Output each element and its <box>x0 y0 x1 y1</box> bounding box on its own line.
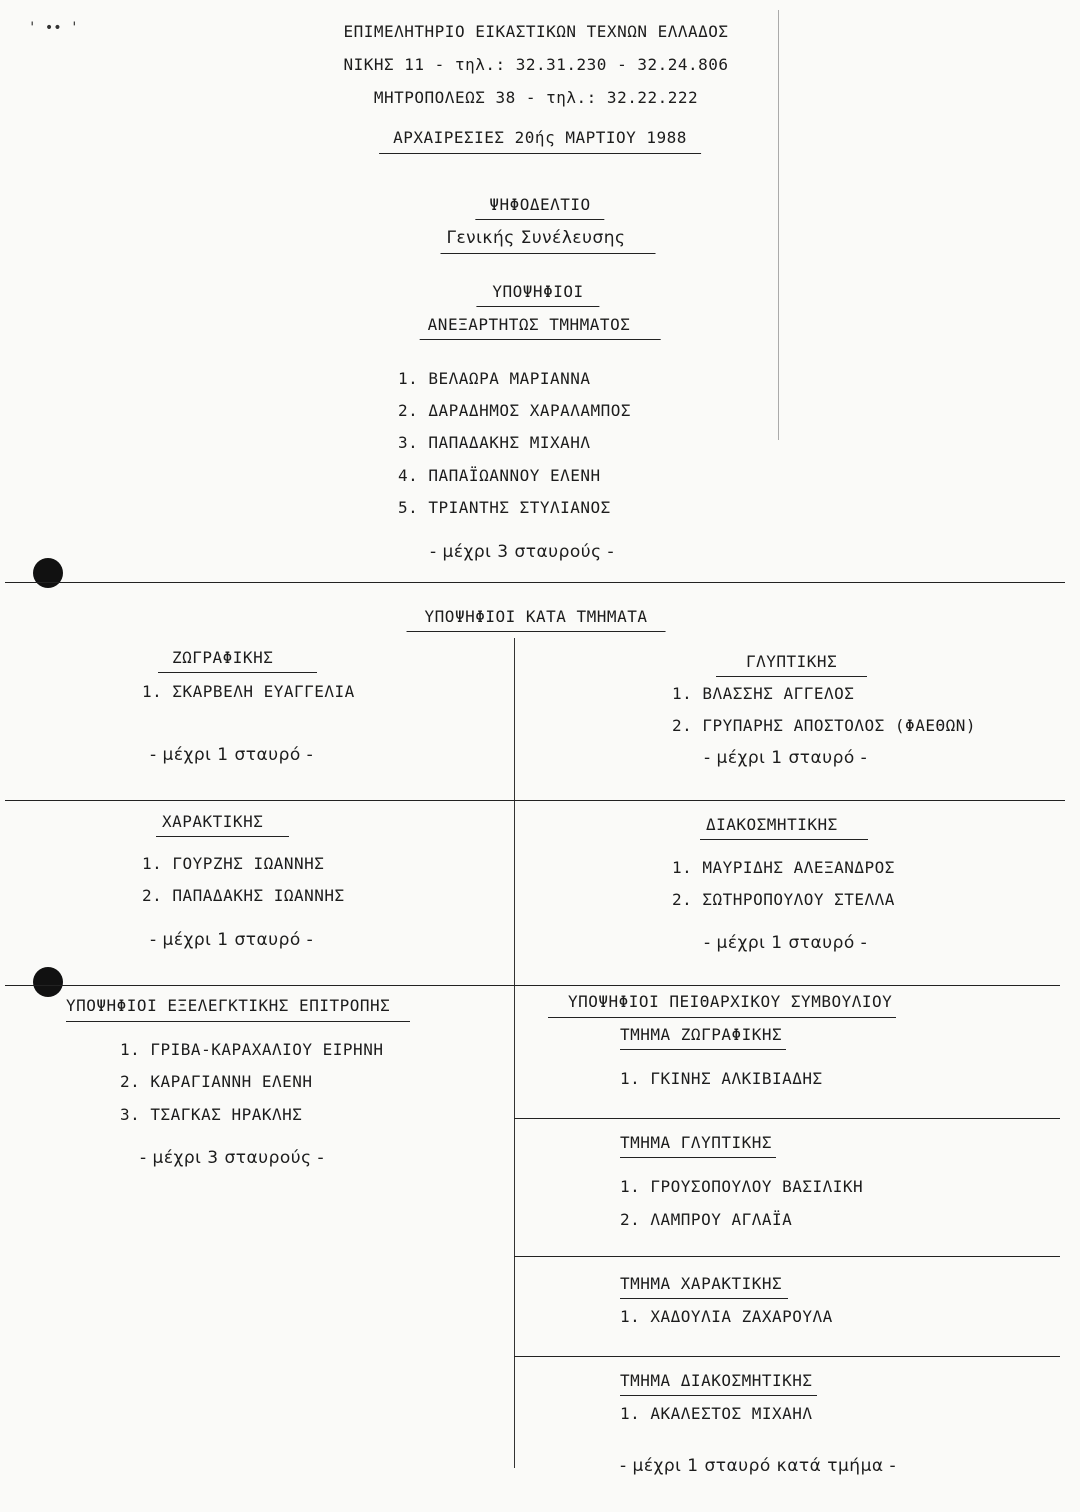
independent-subheading-text: ΑΝΕΞΑΡΤΗΤΩΣ ΤΜΗΜΑΤΟΣ <box>420 315 661 340</box>
independent-candidate: 3. ΠΑΠΑΔΑΚΗΣ ΜΙΧΑΗΛ <box>398 433 591 452</box>
divider <box>5 985 1060 986</box>
audit-limit: - μέχρι 3 σταυρούς - <box>140 1148 325 1168</box>
engraving-title <box>156 812 289 837</box>
punch-hole-bottom <box>33 967 63 997</box>
disciplinary-limit: - μέχρι 1 σταυρό κατά τμήμα - <box>620 1456 897 1476</box>
column-divider <box>514 638 515 1468</box>
disciplinary-engraving-title-text: ΤΜΗΜΑ ΧΑΡΑΚΤΙΚΗΣ <box>620 1274 788 1299</box>
punch-hole-top <box>33 558 63 588</box>
decorative-title-text: ΔΙΑΚΟΣΜΗΤΙΚΗΣ <box>700 815 868 840</box>
elections-date-text: ΑΡΧΑΙΡΕΣΙΕΣ 20ής ΜΑΡΤΙΟΥ 1988 <box>379 128 701 154</box>
independent-candidate: 2. ΔΑΡΑΔΗΜΟΣ ΧΑΡΑΛΑΜΠΟΣ <box>398 401 632 420</box>
divider <box>5 800 1065 801</box>
divider <box>514 1256 1060 1257</box>
ballot-subtitle <box>441 228 656 254</box>
divider <box>514 1118 1060 1119</box>
departments-heading-text: ΥΠΟΨΗΦΙΟΙ ΚΑΤΑ ΤΜΗΜΑΤΑ <box>407 607 666 632</box>
disciplinary-painting-candidate: 1. ΓΚΙΝΗΣ ΑΛΚΙΒΙΑΔΗΣ <box>620 1069 823 1088</box>
sculpture-candidate: 2. ΓΡΥΠΑΡΗΣ ΑΠΟΣΤΟΛΟΣ (ΦΑΕΘΩΝ) <box>672 716 976 735</box>
margin-line <box>778 10 779 440</box>
disciplinary-sculpture-title-text: ΤΜΗΜΑ ΓΛΥΠΤΙΚΗΣ <box>620 1133 776 1158</box>
stray-mark: ' •• ' <box>28 20 79 36</box>
disciplinary-painting-title-text: ΤΜΗΜΑ ΖΩΓΡΑΦΙΚΗΣ <box>620 1025 786 1050</box>
ballot-title <box>475 195 604 220</box>
independent-candidate: 1. ΒΕΛΑΩΡΑ ΜΑΡΙΑΝΝΑ <box>398 369 591 388</box>
independent-heading <box>476 282 599 307</box>
sculpture-title <box>716 652 867 677</box>
engraving-limit: - μέχρι 1 σταυρό - <box>150 930 314 950</box>
audit-candidate: 2. ΚΑΡΑΓΙΑΝΝΗ ΕΛΕΝΗ <box>120 1072 313 1091</box>
disciplinary-decorative-title-text: ΤΜΗΜΑ ΔΙΑΚΟΣΜΗΤΙΚΗΣ <box>620 1371 817 1396</box>
independent-candidate: 4. ΠΑΠΑΪΩΑΝΝΟΥ ΕΛΕΝΗ <box>398 466 601 485</box>
painting-title <box>158 648 317 673</box>
independent-limit: - μέχρι 3 σταυρούς - <box>430 542 615 562</box>
decorative-candidate: 1. ΜΑΥΡΙΔΗΣ ΑΛΕΞΑΝΔΡΟΣ <box>672 858 895 877</box>
divider <box>514 1356 1060 1357</box>
independent-candidate: 5. ΤΡΙΑΝΤΗΣ ΣΤΥΛΙΑΝΟΣ <box>398 498 611 517</box>
audit-candidate: 1. ΓΡΙΒΑ-ΚΑΡΑΧΑΛΙΟΥ ΕΙΡΗΝΗ <box>120 1040 384 1059</box>
elections-date <box>379 128 701 154</box>
audit-heading-text: ΥΠΟΨΗΦΙΟΙ ΕΞΕΛΕΓΚΤΙΚΗΣ ΕΠΙΤΡΟΠΗΣ <box>66 996 410 1022</box>
decorative-title <box>700 815 868 840</box>
painting-limit: - μέχρι 1 σταυρό - <box>150 745 314 765</box>
disciplinary-sculpture-candidate: 1. ΓΡΟΥΣΟΠΟΥΛΟΥ ΒΑΣΙΛΙΚΗ <box>620 1177 864 1196</box>
decorative-limit: - μέχρι 1 σταυρό - <box>704 933 868 953</box>
sculpture-title-text: ΓΛΥΠΤΙΚΗΣ <box>716 652 867 677</box>
engraving-candidate: 1. ΓΟΥΡΖΗΣ ΙΩΑΝΝΗΣ <box>142 854 325 873</box>
sculpture-candidate: 1. ΒΛΑΣΣΗΣ ΑΓΓΕΛΟΣ <box>672 684 855 703</box>
audit-candidate: 3. ΤΣΑΓΚΑΣ ΗΡΑΚΛΗΣ <box>120 1105 303 1124</box>
disciplinary-sculpture-title <box>620 1133 776 1158</box>
departments-heading <box>407 607 666 632</box>
disciplinary-engraving-title <box>620 1274 788 1299</box>
disciplinary-decorative-title <box>620 1371 817 1396</box>
disciplinary-decorative-candidate: 1. ΑΚΑΛΕΣΤΟΣ ΜΙΧΑΗΛ <box>620 1404 813 1423</box>
disciplinary-sculpture-candidate: 2. ΛΑΜΠΡΟΥ ΑΓΛΑΪΑ <box>620 1210 793 1229</box>
disciplinary-painting-title <box>620 1025 786 1050</box>
ballot-subtitle-text: Γενικής Συνέλευσης <box>441 228 656 254</box>
header-line-1: ΕΠΙΜΕΛΗΤΗΡΙΟ ΕΙΚΑΣΤΙΚΩΝ ΤΕΧΝΩΝ ΕΛΛΑΔΟΣ <box>343 22 729 41</box>
header-line-2: ΝΙΚΗΣ 11 - τηλ.: 32.31.230 - 32.24.806 <box>343 55 729 74</box>
audit-heading <box>66 996 410 1022</box>
sculpture-limit: - μέχρι 1 σταυρό - <box>704 748 868 768</box>
engraving-candidate: 2. ΠΑΠΑΔΑΚΗΣ ΙΩΑΝΝΗΣ <box>142 886 345 905</box>
disciplinary-engraving-candidate: 1. ΧΑΔΟΥΛΙΑ ΖΑΧΑΡΟΥΛΑ <box>620 1307 833 1326</box>
painting-candidate: 1. ΣΚΑΡΒΕΛΗ ΕΥΑΓΓΕΛΙΑ <box>142 682 355 701</box>
disciplinary-heading <box>548 992 896 1018</box>
independent-subheading <box>420 315 661 340</box>
decorative-candidate: 2. ΣΩΤΗΡΟΠΟΥΛΟΥ ΣΤΕΛΛΑ <box>672 890 895 909</box>
header-line-3: ΜΗΤΡΟΠΟΛΕΩΣ 38 - τηλ.: 32.22.222 <box>373 88 699 107</box>
painting-title-text: ΖΩΓΡΑΦΙΚΗΣ <box>158 648 317 673</box>
divider <box>5 582 1065 583</box>
independent-heading-text: ΥΠΟΨΗΦΙΟΙ <box>476 282 599 307</box>
engraving-title-text: ΧΑΡΑΚΤΙΚΗΣ <box>156 812 289 837</box>
ballot-title-text: ΨΗΦΟΔΕΛΤΙΟ <box>475 195 604 220</box>
disciplinary-heading-text: ΥΠΟΨΗΦΙΟΙ ΠΕΙΘΑΡΧΙΚΟΥ ΣΥΜΒΟΥΛΙΟΥ <box>548 992 896 1018</box>
